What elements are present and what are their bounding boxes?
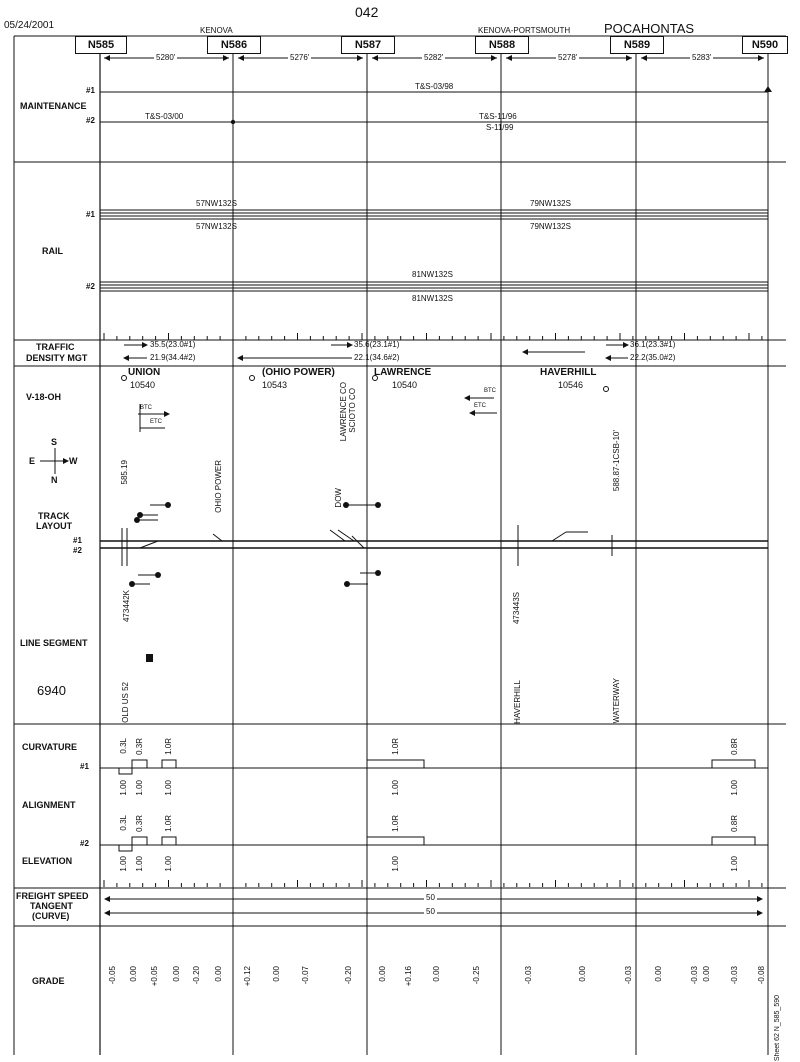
rail-t2-label: 81NW132S [412,294,453,303]
grade-value: -0.03 [730,966,739,985]
milepost-vertical-label: 588.87-1CSB-10' [612,430,621,492]
rail-t1-label: 79NW132S [530,199,571,208]
grade-value: -0.07 [301,966,310,985]
curve-value: 1.0R [164,738,173,755]
milepost-vertical-label: 585.19 [120,460,129,485]
bridge-vertical-label: 473443S [512,592,521,625]
grade-value: 0.00 [378,966,387,982]
grade-value: -0.25 [472,966,481,985]
station-name: LAWRENCE [374,367,432,378]
grade-value: 0.00 [272,966,281,982]
track-2-label: #2 [73,546,82,555]
maintenance-t2-entry: S-11/99 [486,123,514,132]
rail-t2-label: 81NW132S [412,270,453,279]
track-1-label: #1 [86,210,95,219]
milepost-n586: N586 [207,36,261,54]
milepost-n587: N587 [341,36,395,54]
elevation-value: 1.00 [391,780,400,796]
distance-label: 5283' [692,53,712,62]
grade-value: -0.03 [624,966,633,985]
traffic-value: 36.1(23.3#1) [630,340,676,349]
line-segment-heading: LINE SEGMENT [20,638,88,648]
elevation-value: 1.00 [164,856,173,872]
elevation-value: 1.00 [391,856,400,872]
btc-signal: BTC [484,388,496,394]
grade-value: 0.00 [702,966,711,982]
compass-north-south: S [51,437,58,447]
rail-heading: RAIL [42,246,63,256]
curve-value: 0.3R [135,738,144,755]
elevation-value: 1.00 [135,780,144,796]
curve-value: 0.8R [730,815,739,832]
grade-value: -0.05 [108,966,117,985]
compass-east-west: E [29,456,36,466]
place-label-kenova: KENOVA [200,26,233,35]
maintenance-heading: MAINTENANCE [20,101,87,111]
etc-signal: ETC [474,403,486,409]
industry-vertical-label: DOW [334,488,343,508]
elevation-heading: ELEVATION [22,856,73,866]
milepost-n585: N585 [75,36,127,54]
crossing-vertical-label: WATERWAY [612,678,621,724]
station-code: 10540 [392,380,418,390]
industry-vertical-label: OHIO POWER [214,460,223,513]
grade-value: -0.08 [757,966,766,985]
traffic-heading: TRAFFIC [36,342,75,352]
traffic-value: 21.9(34.4#2) [150,353,196,362]
grade-value: -0.20 [192,966,201,985]
station-name: HAVERHILL [540,367,597,378]
maintenance-t1-entry: T&S-03/98 [415,82,454,91]
freight-speed-heading: (CURVE) [32,911,70,921]
traffic-value: 35.5(23.0#1) [150,340,196,349]
line-segment-number: 6940 [37,683,66,698]
grade-value: -0.20 [344,966,353,985]
grade-value: +0.05 [150,966,159,987]
distance-label: 5276' [290,53,310,62]
grade-value: -0.03 [524,966,533,985]
elevation-value: 1.00 [730,780,739,796]
grade-value: +0.16 [404,966,413,987]
milepost-n589: N589 [610,36,664,54]
track-2-label: #2 [86,282,95,291]
maintenance-t2-entry: T&S-11/96 [479,112,517,121]
elevation-value: 1.00 [119,856,128,872]
compass-east-west: W [69,456,78,466]
chart-date: 05/24/2001 [4,20,55,31]
curve-value: 0.3L [119,815,128,831]
milepost-n590: N590 [742,36,788,54]
division-label: POCAHONTAS [604,21,695,36]
county-vertical-label: LAWRENCE CO [339,382,348,442]
track-layout-heading: LAYOUT [36,521,73,531]
grade-value: 0.00 [214,966,223,982]
freight-speed-heading: TANGENT [30,901,73,911]
speed-tangent: 50 [426,893,435,902]
milepost-n588: N588 [475,36,529,54]
rail-t1-label: 57NW132S [196,222,237,231]
crossing-vertical-label: OLD US 52 [121,682,130,723]
compass-north-south: N [51,475,58,485]
distance-label: 5280' [156,53,176,62]
sheet-footer: Sheet 62 N_585_590 [774,995,781,1062]
speed-curve: 50 [426,907,435,916]
curve-value: 1.0R [164,815,173,832]
grade-value: +0.12 [243,966,252,987]
btc-signal: BTC [140,405,152,411]
grade-value: 0.00 [432,966,441,982]
curve-value: 0.8R [730,738,739,755]
curve-value: 1.0R [391,738,400,755]
track-2-label: #2 [86,116,95,125]
curve-value: 1.0R [391,815,400,832]
traffic-value: 22.2(35.0#2) [630,353,676,362]
grade-value: 0.00 [654,966,663,982]
bridge-vertical-label: 473442K [122,590,131,623]
elevation-value: 1.00 [164,780,173,796]
distance-label: 5278' [558,53,578,62]
curve-value: 0.3L [119,738,128,754]
crossing-vertical-label: HAVERHILL [513,680,522,724]
traffic-value: 35.6(23.1#1) [354,340,400,349]
etc-signal: ETC [150,419,162,425]
maintenance-t2-entry: T&S-03/00 [145,112,184,121]
grade-value: 0.00 [172,966,181,982]
freight-speed-heading: FREIGHT SPEED [16,891,89,901]
place-label-kenova-portsmouth: KENOVA-PORTSMOUTH [478,26,571,35]
station-name: UNION [128,367,161,378]
track-1-label: #1 [80,762,89,771]
track-1-label: #1 [86,86,95,95]
elevation-value: 1.00 [730,856,739,872]
track-2-label: #2 [80,839,89,848]
v18-heading: V-18-OH [26,392,62,402]
page-number: 042 [355,4,379,20]
rail-t1-label: 57NW132S [196,199,237,208]
station-name: (OHIO POWER) [262,367,335,378]
grade-value: 0.00 [578,966,587,982]
track-layout-heading: TRACK [38,511,70,521]
station-code: 10540 [130,380,156,390]
curvature-heading: CURVATURE [22,742,78,752]
grade-value: 0.00 [129,966,138,982]
elevation-value: 1.00 [119,780,128,796]
track-1-label: #1 [73,536,82,545]
rail-t1-label: 79NW132S [530,222,571,231]
elevation-value: 1.00 [135,856,144,872]
curve-value: 0.3R [135,815,144,832]
grade-heading: GRADE [32,976,65,986]
distance-label: 5282' [424,53,444,62]
grade-value: -0.03 [690,966,699,985]
station-code: 10543 [262,380,288,390]
traffic-value: 22.1(34.6#2) [354,353,400,362]
density-heading: DENSITY MGT [26,353,88,363]
station-code: 10546 [558,380,584,390]
alignment-heading: ALIGNMENT [22,800,76,810]
county-vertical-label: SCIOTO CO [348,388,357,433]
